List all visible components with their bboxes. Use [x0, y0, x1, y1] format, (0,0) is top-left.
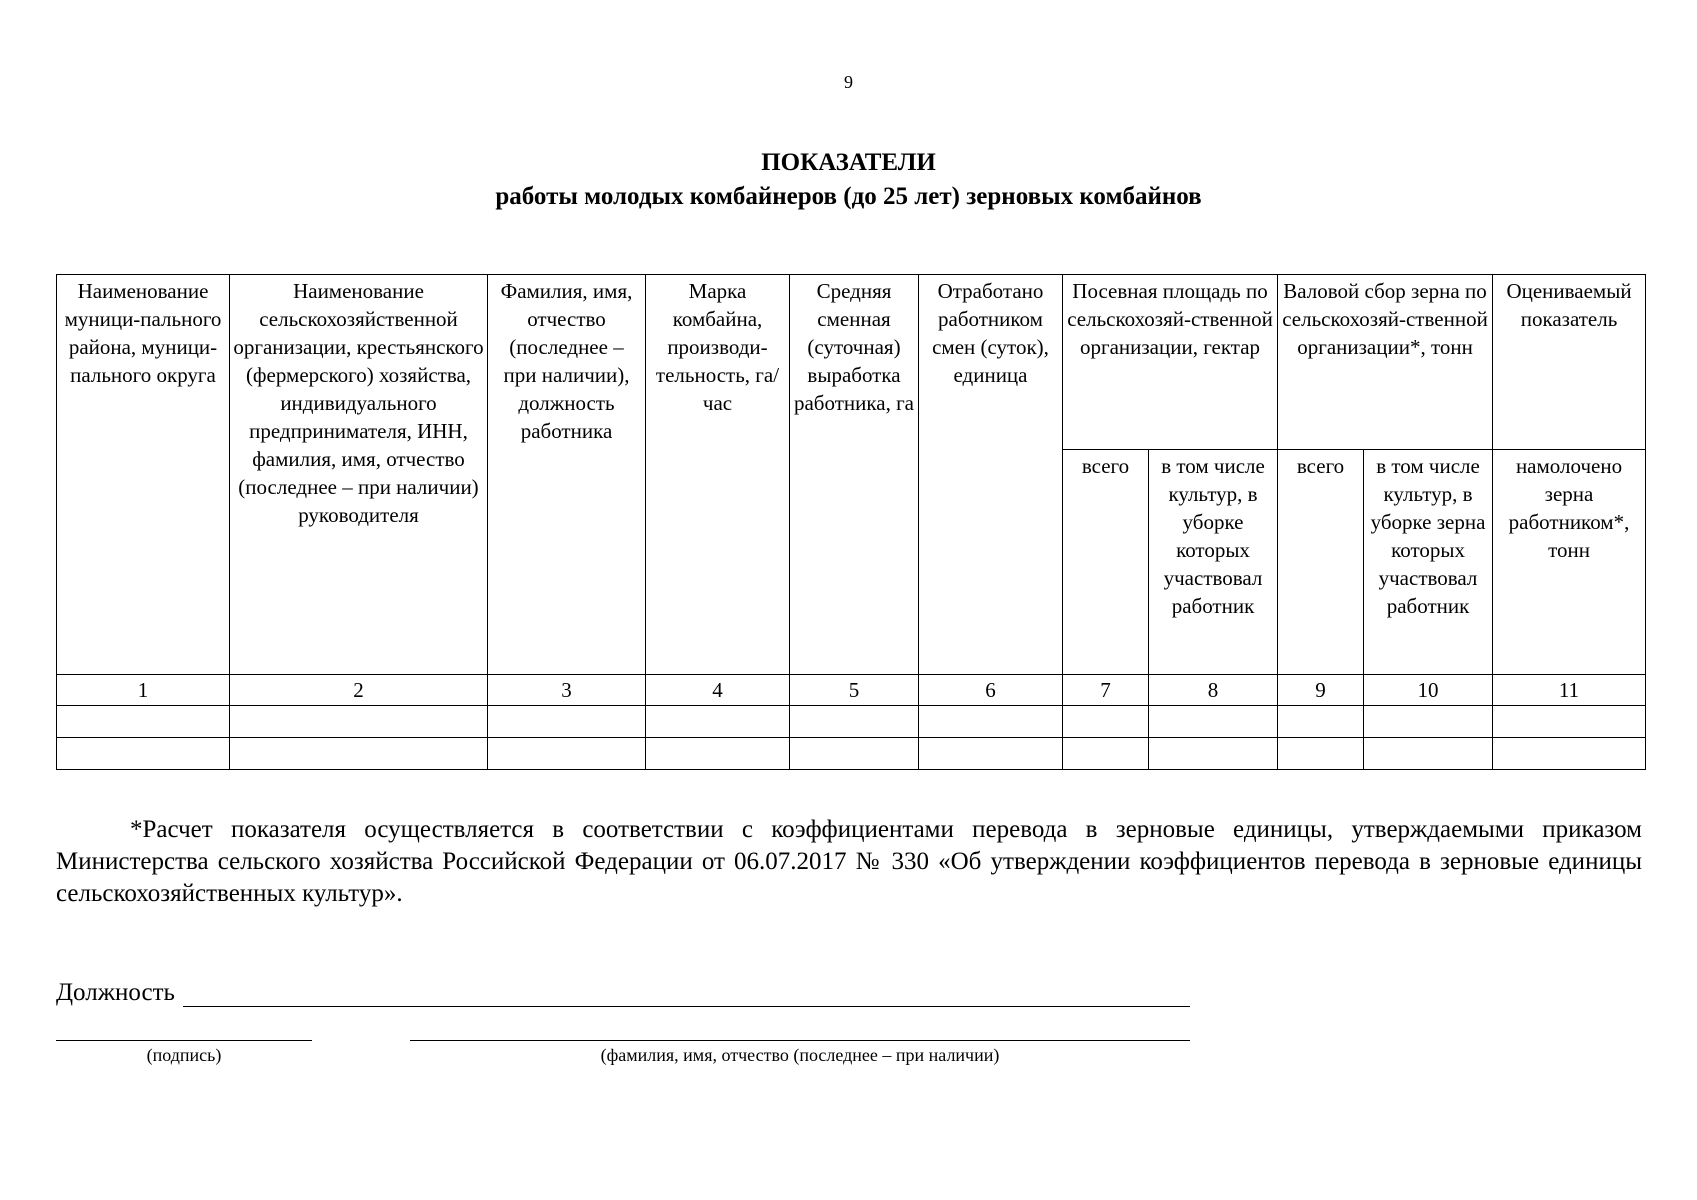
column-number: 4 — [646, 675, 790, 706]
header-cell-harvest-crops: в том числе культур, в уборке зерна которых участвовал работник — [1364, 450, 1493, 675]
table-cell[interactable] — [790, 706, 919, 738]
table-cell[interactable] — [646, 706, 790, 738]
column-number: 5 — [790, 675, 919, 706]
page-number: 9 — [844, 72, 853, 92]
table-cell[interactable] — [488, 738, 646, 770]
column-number: 10 — [1364, 675, 1493, 706]
header-cell-average-output: Средняя сменная (суточная) выработка работника, га — [790, 275, 919, 675]
position-input-line[interactable] — [183, 978, 1190, 1007]
table-cell[interactable] — [230, 706, 488, 738]
table-cell[interactable] — [230, 738, 488, 770]
table-cell[interactable] — [919, 706, 1063, 738]
position-field — [56, 978, 1190, 1007]
header-cell-sown-crops: в том числе культур, в уборке которых участвовал работник — [1149, 450, 1278, 675]
column-number: 11 — [1493, 675, 1646, 706]
header-cell-shifts-worked: Отработано работником смен (суток), единица — [919, 275, 1063, 675]
title-line-1: ПОКАЗАТЕЛИ — [761, 149, 936, 176]
header-cell-worker-name: Фамилия, имя, отчество (последнее – при наличии), должность работника — [488, 275, 646, 675]
table-cell[interactable] — [1278, 706, 1364, 738]
header-cell-combine-model: Марка комбайна, производи-тельность, га/час — [646, 275, 790, 675]
table-cell[interactable] — [790, 738, 919, 770]
header-cell-gross-harvest: Валовой сбор зерна по сельскохозяй-ственной организации*, тонн — [1278, 275, 1493, 450]
table-cell[interactable] — [57, 706, 230, 738]
table-cell[interactable] — [1149, 706, 1278, 738]
signature-caption: (подпись) — [146, 1045, 222, 1065]
header-cell-threshed-grain: намолочено зерна работником*, тонн — [1493, 450, 1646, 675]
column-number: 9 — [1278, 675, 1364, 706]
full-name-line[interactable] — [410, 1040, 1190, 1041]
column-number: 8 — [1149, 675, 1278, 706]
table-cell[interactable] — [1493, 738, 1646, 770]
footnote: *Расчет показателя осуществляется в соответствии с коэффициентами перевода в зерновые единицы, утверждаемыми приказом Министерства сельского хозяйства Российской Федерации от 06.07.2017 № 330 «Об утверждении коэффициентов перевода в зерновые единицы сельскохозяйственных культур». — [56, 816, 1642, 907]
document-title — [56, 146, 1641, 214]
table-row-empty — [57, 706, 1646, 738]
indicators-table — [56, 274, 1646, 770]
signature-line[interactable] — [56, 1040, 312, 1041]
column-number: 1 — [57, 675, 230, 706]
table-cell[interactable] — [646, 738, 790, 770]
table-cell[interactable] — [1063, 706, 1149, 738]
table-cell[interactable] — [1493, 706, 1646, 738]
column-number: 3 — [488, 675, 646, 706]
full-name-caption: (фамилия, имя, отчество (последнее – при наличии) — [600, 1045, 1000, 1065]
table-row-empty — [57, 738, 1646, 770]
header-cell-harvest-total: всего — [1278, 450, 1364, 675]
column-number: 2 — [230, 675, 488, 706]
table-header-row — [57, 275, 1646, 450]
table-cell[interactable] — [1278, 738, 1364, 770]
header-cell-district: Наименование муници-пального района, муници-пального округа — [57, 275, 230, 675]
table-cell[interactable] — [1364, 738, 1493, 770]
column-number: 6 — [919, 675, 1063, 706]
table-cell[interactable] — [57, 738, 230, 770]
table-cell[interactable] — [919, 738, 1063, 770]
table-cell[interactable] — [1149, 738, 1278, 770]
position-label: Должность — [56, 979, 175, 1006]
header-cell-sown-area: Посевная площадь по сельскохозяй-ственной организации, гектар — [1063, 275, 1278, 450]
table-cell[interactable] — [1063, 738, 1149, 770]
header-cell-organization: Наименование сельскохозяйственной организации, крестьянского (фермерского) хозяйства, индивидуального предпринимателя, ИНН, фамилия, имя, отчество (последнее – при наличии) руководителя — [230, 275, 488, 675]
title-line-2: работы молодых комбайнеров (до 25 лет) зерновых комбайнов — [495, 183, 1202, 210]
table-cell[interactable] — [1364, 706, 1493, 738]
header-cell-sown-total: всего — [1063, 450, 1149, 675]
column-number-row — [57, 675, 1646, 706]
header-cell-evaluated-indicator: Оцениваемый показатель — [1493, 275, 1646, 450]
column-number: 7 — [1063, 675, 1149, 706]
table-cell[interactable] — [488, 706, 646, 738]
